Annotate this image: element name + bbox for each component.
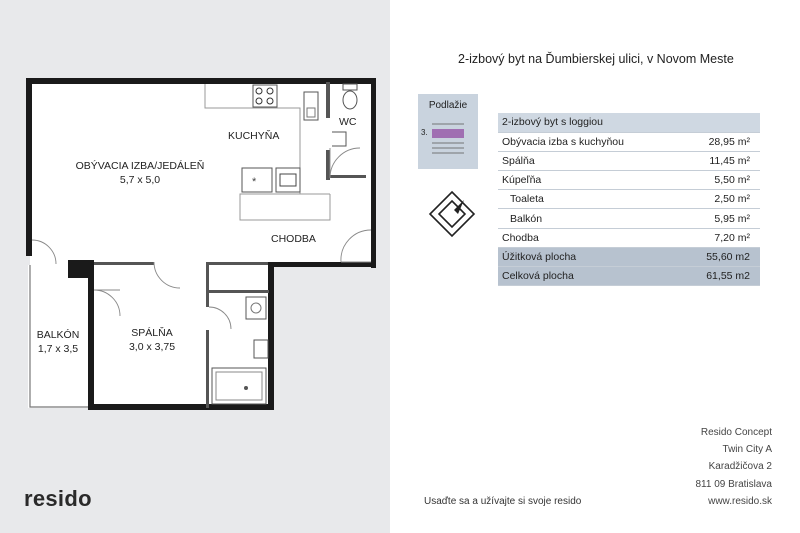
sink-icon	[304, 92, 318, 120]
area-name: Obývacia izba s kuchyňou	[498, 132, 679, 151]
label-kuchyna: KUCHYŇA	[228, 130, 280, 142]
area-value: 7,20 m²	[679, 228, 760, 247]
toilet-icon	[343, 84, 357, 109]
area-name: Chodba	[498, 228, 679, 247]
floor-plan-panel	[0, 0, 390, 533]
label-balkon-dim: 1,7 x 3,5	[37, 343, 79, 355]
floor-number: 3.	[421, 128, 428, 137]
oven-icon	[242, 168, 300, 192]
page-title: 2-izbový byt na Ďumbierskej ulici, v Novom Meste	[458, 52, 734, 66]
table-row	[498, 132, 760, 151]
floor-plan	[0, 0, 390, 533]
website-link[interactable]: www.resido.sk	[708, 495, 772, 507]
table-row	[498, 209, 760, 228]
svg-text:*: *	[252, 176, 257, 188]
total-name: Celková plocha	[498, 267, 679, 286]
area-table	[498, 113, 760, 286]
area-value: 11,45 m²	[679, 151, 760, 170]
area-value: 2,50 m²	[679, 190, 760, 209]
area-name: Toaleta	[498, 190, 679, 209]
table-heading: 2-izbový byt s loggiou	[498, 113, 760, 132]
table-total-row	[498, 267, 760, 286]
table-total-row	[498, 247, 760, 266]
total-name: Úžitková plocha	[498, 247, 679, 266]
area-name: Balkón	[498, 209, 679, 228]
label-wc: WC	[339, 116, 357, 128]
resido-logo: resido	[24, 486, 92, 511]
stove-icon	[253, 85, 277, 107]
table-heading-row	[498, 113, 760, 132]
label-spalna-dim: 3,0 x 3,75	[128, 341, 176, 353]
table-row	[498, 151, 760, 170]
area-name: Kúpeľňa	[498, 171, 679, 190]
area-value: 5,50 m²	[679, 171, 760, 190]
total-value: 61,55 m2	[679, 267, 760, 286]
floor-caption: Podlažie	[428, 100, 468, 111]
table-row	[498, 171, 760, 190]
label-spalna: SPÁLŇA	[131, 327, 173, 339]
label-obyvacia: OBÝVACIA IZBA/JEDÁLEŇ	[75, 160, 205, 172]
wc-sink-icon	[332, 132, 346, 146]
building-name: Twin City A	[722, 444, 772, 456]
label-obyvacia-dim: 5,7 x 5,0	[119, 174, 161, 186]
label-balkon: BALKÓN	[36, 329, 80, 341]
slogan: Usaďte sa a užívajte si svoje resido	[424, 496, 582, 507]
company-name: Resido Concept	[700, 427, 772, 438]
area-name: Spálňa	[498, 151, 679, 170]
total-value: 55,60 m2	[679, 247, 760, 266]
area-value: 5,95 m²	[679, 209, 760, 228]
table-row	[498, 190, 760, 209]
label-chodba: CHODBA	[271, 233, 316, 245]
compass-icon	[428, 190, 476, 238]
city: 811 09 Bratislava	[695, 478, 772, 490]
area-value: 28,95 m²	[679, 132, 760, 151]
street: Karadžičova 2	[708, 461, 772, 473]
company-address	[640, 424, 772, 510]
table-row	[498, 228, 760, 247]
